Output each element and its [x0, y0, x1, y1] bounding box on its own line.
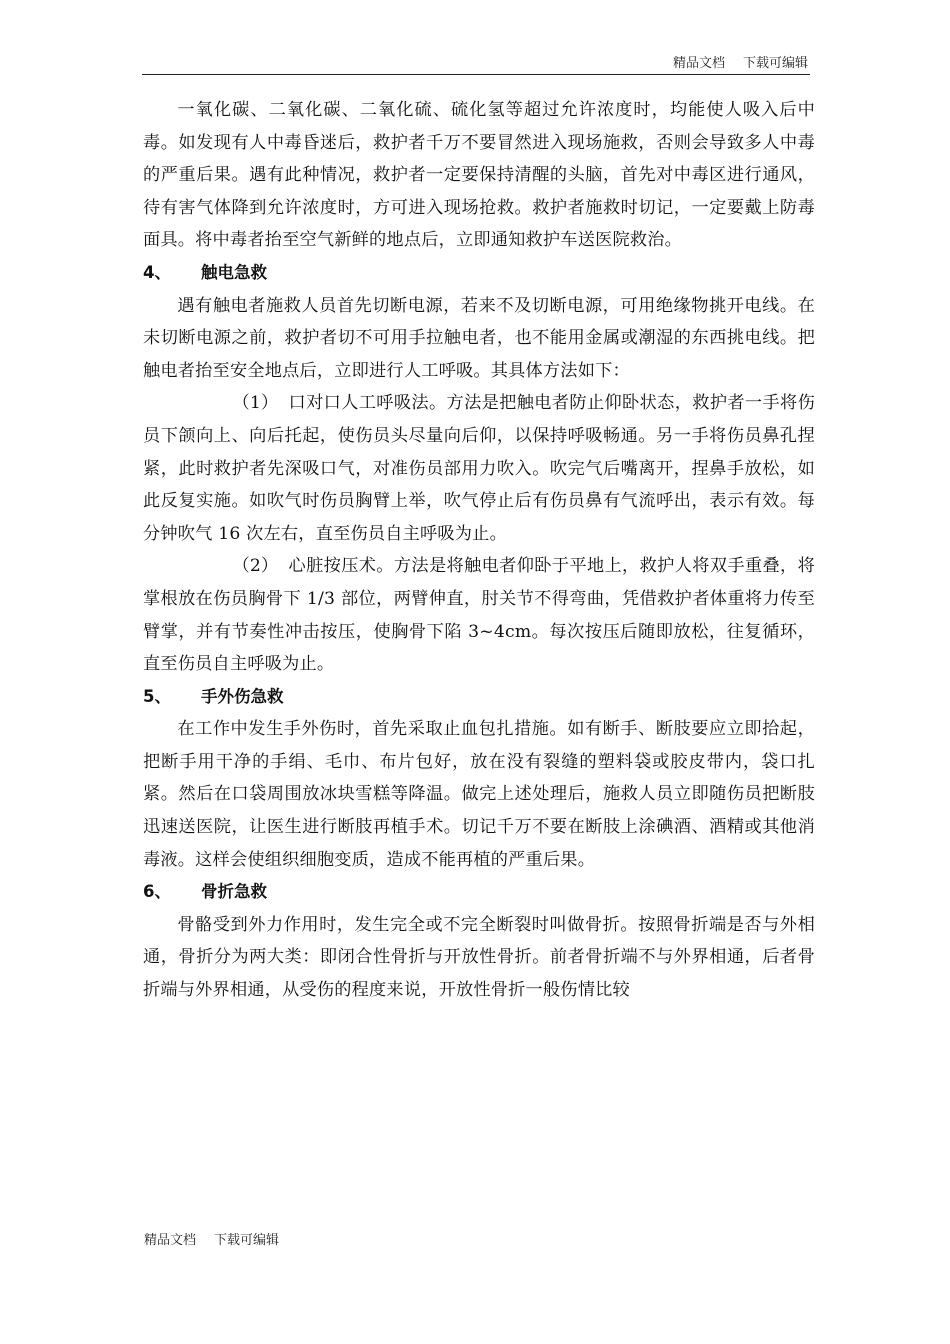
- intro-paragraph: 一氧化碳、二氧化碳、二氧化硫、硫化氢等超过允许浓度时，均能使人吸入后中毒。如发现有人中毒昏迷后，救护者千万不要冒然进入现场施救，否则会导致多人中毒的严重后果。遇有此种情况，救护者一定要保持清醒的头脑，首先对中毒区进行通风，待有害气体降到允许浓度时，方可进入现场抢救。救护者施救时切记，一定要戴上防毒面具。将中毒者抬至空气新鲜的地点后，立即通知救护车送医院救治。: [143, 100, 815, 251]
- section-heading-5: [143, 681, 815, 714]
- page-footer: [144, 1233, 279, 1249]
- section-number-4: 4、: [143, 262, 171, 282]
- footer-label-right: 下载可编辑: [214, 1233, 280, 1248]
- section-4-paragraph: 遇有触电者施救人员首先切断电源，若来不及切断电源，可用绝缘物挑开电线。在未切断电源之前，救护者切不可用手拉触电者，也不能用金属或潮湿的东西挑电线。把触电者抬至安全地点后，立即进行人工呼吸。其具体方法如下：: [143, 295, 815, 381]
- page-header: [142, 56, 810, 75]
- section-title-6: 骨折急救: [201, 882, 267, 902]
- section-6-paragraph: 骨骼受到外力作用时，发生完全或不完全断裂时叫做骨折。按照骨折端是否与外相通，骨折分为两大类：即闭合性骨折与开放性骨折。前者骨折端不与外界相通，后者骨折端与外界相通，从受伤的程度来说，开放性骨折一般伤情比较: [143, 914, 815, 1001]
- step-2-label: （2）: [232, 556, 279, 577]
- section-heading-4: [143, 257, 815, 290]
- section-title-5: 手外伤急救: [201, 686, 284, 706]
- section-number-6: 6、: [143, 882, 171, 902]
- section-title-4: 触电急救: [201, 262, 267, 282]
- step-1-label: （1）: [232, 393, 279, 414]
- section-4-step-2: [143, 550, 815, 680]
- header-label-left: 精品文档: [672, 56, 725, 71]
- step-2-text: 心脏按压术。方法是将触电者仰卧于平地上，救护人将双手重叠，将掌根放在伤员胸骨下 1/3 部位，两臂伸直，肘关节不得弯曲，凭借救护者体重将力传至臂掌，并有节奏性冲击按压，使胸骨下陷 3~4cm。每次按压后随即放松，往复循环，直至伤员自主呼吸为止。: [143, 556, 815, 675]
- header-text: [673, 56, 808, 72]
- footer-label-left: 精品文档: [144, 1233, 197, 1248]
- step-1-text: 口对口人工呼吸法。方法是把触电者防止仰卧状态，救护者一手将伤员下颌向上、向后托起，使伤员头尽量向后仰，以保持呼吸畅通。另一手将伤员鼻孔捏紧，此时救护者先深吸口气，对准伤员部用力吹入。吹完气后嘴离开，捏鼻手放松，如此反复实施。如吹气时伤员胸臂上举，吹气停止后有伤员鼻有气流呼出，表示有效。每分钟吹气 16 次左右，直至伤员自主呼吸为止。: [143, 393, 815, 544]
- header-label-right: 下载可编辑: [742, 56, 808, 71]
- section-5-paragraph: 在工作中发生手外伤时，首先采取止血包扎措施。如有断手、断肢要应立即拾起，把断手用干净的手绢、毛巾、布片包好，放在没有裂缝的塑料袋或胶皮带内，袋口扎紧。然后在口袋周围放冰块雪糕等降温。做完上述处理后，施救人员立即随伤员把断肢迅速送医院，让医生进行断肢再植手术。切记千万不要在断肢上涂碘酒、酒精或其他消毒液。这样会使组织细胞变质，造成不能再植的严重后果。: [143, 719, 815, 870]
- section-number-5: 5、: [143, 686, 171, 706]
- document-body: [143, 94, 815, 1007]
- section-heading-6: [143, 876, 815, 909]
- section-4-step-1: [143, 387, 815, 550]
